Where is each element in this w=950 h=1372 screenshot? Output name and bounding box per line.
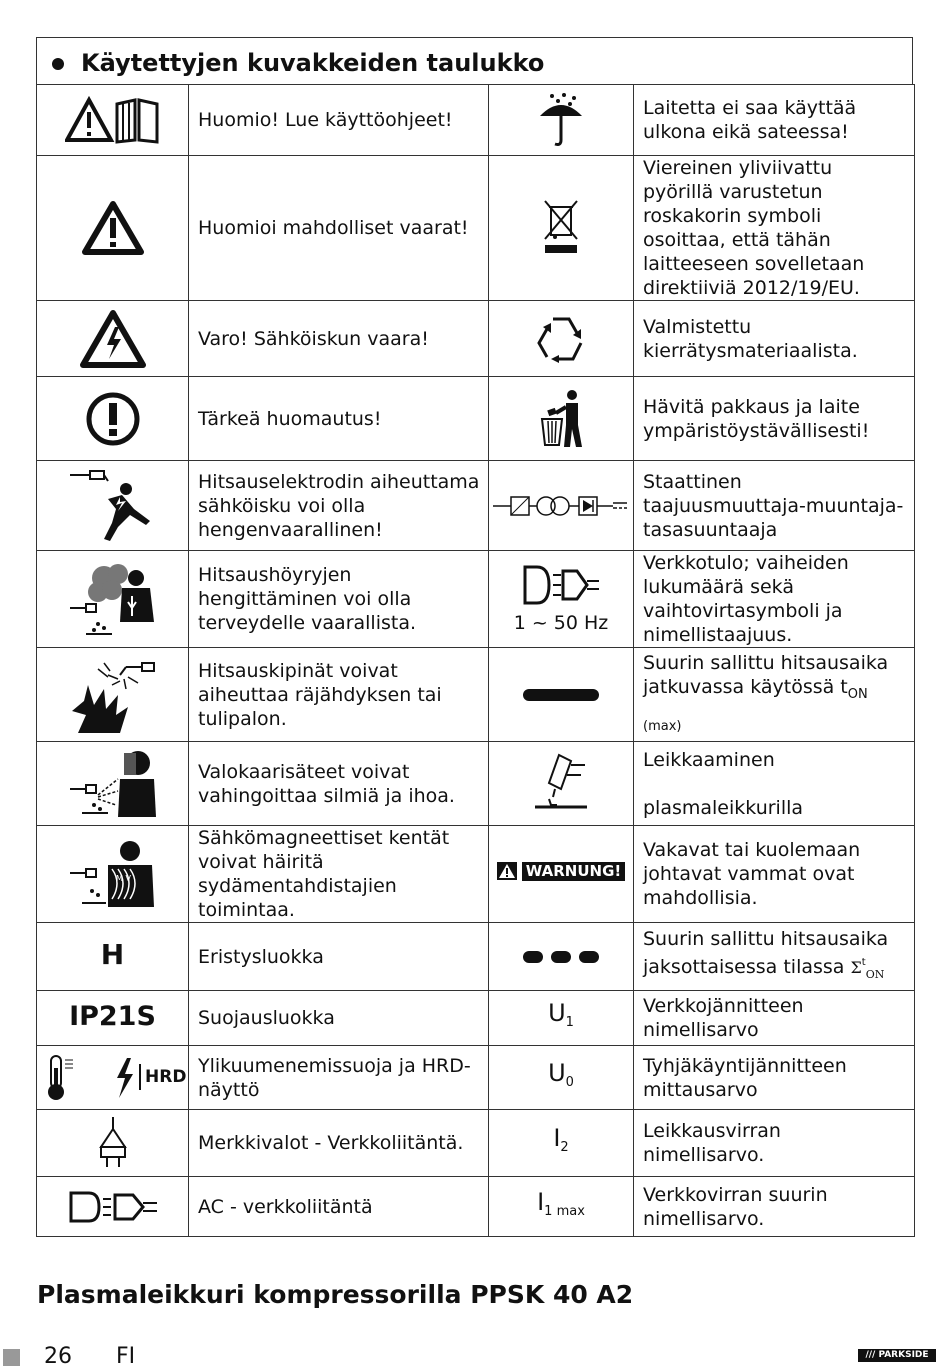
warning-triangle-icon: [37, 156, 189, 301]
row-text-left: Varo! Sähköiskun vaara!: [189, 301, 489, 377]
row-text-left: Hitsaushöyryjen hengittäminen voi olla terveydelle vaarallista.: [189, 551, 489, 648]
intermittent-duty-icon: [489, 923, 634, 991]
row-text-right: Leikkausvirran nimellisarvo.: [634, 1110, 915, 1177]
row-text-left: AC - verkkoliitäntä: [189, 1177, 489, 1237]
table-row: [37, 156, 915, 301]
row-text-right: Verkkotulo; vaiheiden lukumäärä sekä vaihtovirtasymboli ja nimellistaajuus.: [634, 551, 915, 648]
electromagnetic-field-icon: [37, 826, 189, 923]
arc-rays-icon: [37, 742, 189, 826]
indicator-mains-icon: [37, 1110, 189, 1177]
protection-class-label: IP21S: [37, 991, 189, 1046]
electrode-shock-icon: [37, 461, 189, 551]
row-text-right-line1: Leikkaaminen: [643, 748, 775, 771]
row-text-right: Vakavat tai kuolemaan johtavat vammat ovat mahdollisia.: [634, 826, 915, 923]
max-mains-current-symbol: $I_{1 max}$: [489, 1177, 634, 1237]
row-text-left: Valokaarisäteet voivat vahingoittaa silmiä ja ihoa.: [189, 742, 489, 826]
row-text-right: Staattinen taajuusmuuttaja-muuntaja-tasasuuntaaja: [634, 461, 915, 551]
sigma-sub: ON: [865, 967, 885, 981]
row-text-left: Hitsauselektrodin aiheuttama sähköisku voi olla hengenvaarallinen!: [189, 461, 489, 551]
table-row: [37, 648, 915, 742]
table-row: [37, 551, 915, 648]
row-text-right-main: Suurin sallittu hitsausaika jatkuvassa käytössä t: [643, 651, 889, 698]
sigma-sup: t: [861, 956, 866, 968]
row-text-right: [634, 648, 915, 742]
page-number: 26: [44, 1344, 72, 1369]
lightning-icon: [113, 1056, 137, 1100]
row-text-left: Tärkeä huomautus!: [189, 377, 489, 461]
warning-triangle-small-icon: [497, 862, 517, 880]
table-row: [37, 742, 915, 826]
row-text-right: Viereinen yliviivattu pyörillä varustetun roskakorin symboli osoittaa, että tähän laitteeseen sovelletaan direktiiviä 2012/19/EU.: [634, 156, 915, 301]
symbol-table: [36, 84, 915, 1237]
umbrella-rain-icon: [489, 85, 634, 156]
row-text-left: Ylikuumenemissuoja ja HRD-näyttö: [189, 1046, 489, 1110]
table-title: Käytettyjen kuvakkeiden taulukko: [81, 49, 545, 77]
row-text-right-sub: ON (max): [643, 686, 868, 734]
row-text-left: Merkkivalot - Verkkoliitäntä.: [189, 1110, 489, 1177]
bullet-icon: [52, 58, 64, 70]
row-text-left: Huomio! Lue käyttöohjeet!: [189, 85, 489, 156]
row-text-left: Suojausluokka: [189, 991, 489, 1046]
row-text-right: Tyhjäkäyntijännitteen mittausarvo: [634, 1046, 915, 1110]
overheat-hrd-cell: [37, 1046, 189, 1110]
table-row: [37, 1046, 915, 1110]
mains-input-icon: [521, 563, 601, 607]
insulation-class-label: H: [37, 923, 189, 991]
crossed-bin-icon: [489, 156, 634, 301]
read-manual-icon: [37, 85, 189, 156]
table-row: [37, 377, 915, 461]
table-row: [37, 923, 915, 991]
table-row: [37, 1177, 915, 1237]
row-text-right: Verkkovirran suurin nimellisarvo.: [634, 1177, 915, 1237]
table-row: [37, 301, 915, 377]
dispose-responsibly-icon: [489, 377, 634, 461]
thermometer-icon: [43, 1054, 75, 1102]
important-note-icon: [37, 377, 189, 461]
table-row: [37, 1110, 915, 1177]
svg-text:M V: M V: [115, 874, 131, 883]
warnung-text: WARNUNG!: [522, 862, 625, 881]
no-load-voltage-symbol: $U_0$: [489, 1046, 634, 1110]
continuous-duty-icon: [489, 648, 634, 742]
table-title-row: [36, 37, 913, 84]
row-text-left: Eristysluokka: [189, 923, 489, 991]
cutting-current-symbol: $I_2$: [489, 1110, 634, 1177]
row-text-right: Valmistettu kierrätysmateriaalista.: [634, 301, 915, 377]
table-row: [37, 461, 915, 551]
row-text-right: [634, 923, 915, 991]
language-code: FI: [116, 1344, 136, 1369]
plasma-cutting-icon: [489, 742, 634, 826]
row-text-left: Huomioi mahdolliset vaarat!: [189, 156, 489, 301]
row-text-right: [634, 742, 915, 826]
row-text-right: Laitetta ei saa käyttää ulkona eikä sateessa!: [634, 85, 915, 156]
row-text-right-main: Suurin sallittu hitsausaika jaksottaisessa tilassa: [643, 927, 889, 978]
row-text-right-line2: plasmaleikkurilla: [643, 796, 804, 819]
table-row: [37, 85, 915, 156]
hrd-label: HRD: [139, 1064, 186, 1090]
frequency-converter-icon: [489, 461, 634, 551]
sparks-explosion-icon: [37, 648, 189, 742]
brand-logo: /// PARKSIDE: [858, 1349, 936, 1362]
welding-fumes-icon: [37, 551, 189, 648]
recycling-icon: [489, 301, 634, 377]
warnung-label: [497, 862, 625, 881]
row-text-right: Verkkojännitteen nimellisarvo: [634, 991, 915, 1046]
frequency-caption: 1 ~ 50 Hz: [513, 612, 609, 634]
supply-voltage-symbol: $U_1$: [489, 991, 634, 1046]
footer-product-title: Plasmaleikkuri kompressorilla PPSK 40 A2: [37, 1280, 634, 1309]
page-marker: [3, 1349, 20, 1366]
ac-mains-connection-icon: [37, 1177, 189, 1237]
row-text-left: Sähkömagneettiset kentät voivat häiritä sydämentahdistajien toimintaa.: [189, 826, 489, 923]
row-text-right: Hävitä pakkaus ja laite ympäristöystävällisesti!: [634, 377, 915, 461]
table-row: [37, 826, 915, 923]
row-text-left: Hitsauskipinät voivat aiheuttaa räjähdyksen tai tulipalon.: [189, 648, 489, 742]
sigma-symbol: Σ: [850, 957, 862, 977]
table-row: [37, 991, 915, 1046]
electric-shock-warning-icon: [37, 301, 189, 377]
